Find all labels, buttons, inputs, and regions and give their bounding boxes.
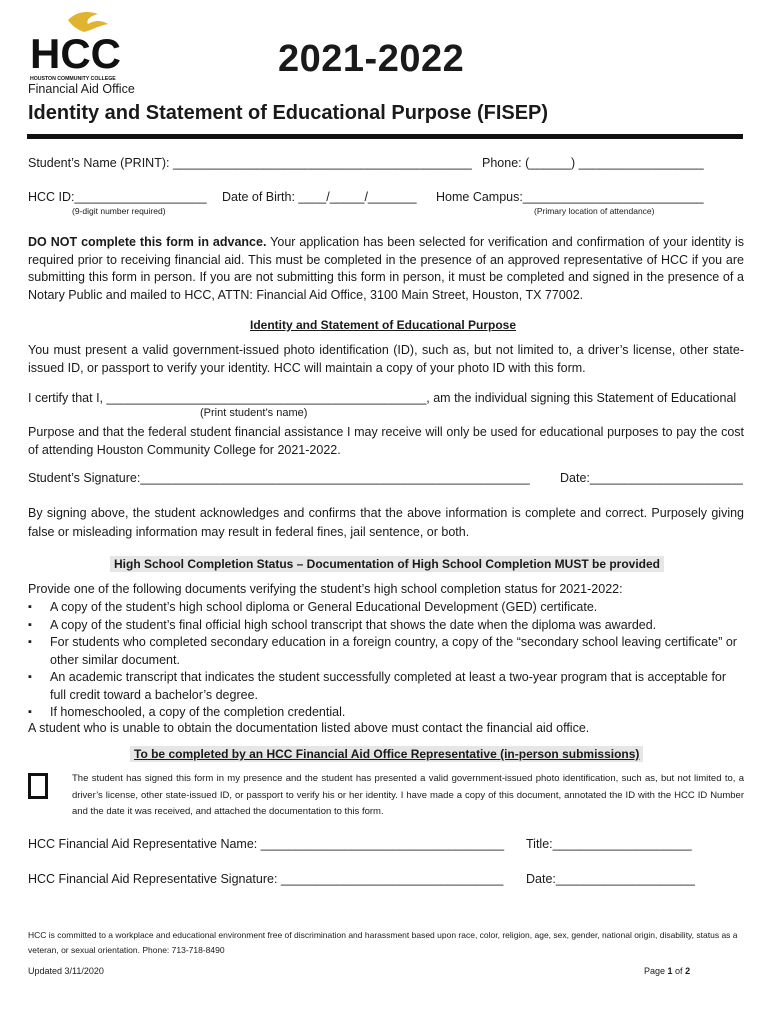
office-name: Financial Aid Office: [28, 82, 135, 96]
page-current: 1: [667, 966, 673, 976]
list-item: ▪ An academic transcript that indicates the student successfully completed at least a two-year program that is acceptable for full credit toward a bachelor’s degree.: [28, 669, 744, 704]
student-name-field[interactable]: Student’s Name (PRINT): ___________________________________________: [28, 156, 472, 170]
page-title: Identity and Statement of Educational Purpose (FISEP): [28, 102, 549, 124]
logo-subtext: HOUSTON COMMUNITY COLLEGE: [30, 76, 116, 82]
phone-field[interactable]: Phone: (______) __________________: [482, 156, 704, 170]
certify-line[interactable]: I certify that I, ______________________________________________, am the individual signing this Statement of Educational: [28, 391, 737, 405]
representative-heading: To be completed by an HCC Financial Aid Office Representative (in-person submissions): [130, 746, 643, 762]
identity-heading: Identity and Statement of Educational Purpose: [250, 318, 517, 332]
page-total: 2: [685, 966, 691, 976]
acknowledge-text: By signing above, the student acknowledges and confirms that the above information is complete and correct. Purposely giving false or misleading information may result in federal fines, jail sentence, or both.: [28, 506, 744, 539]
print-name-hint: (Print student’s name): [200, 407, 308, 419]
rep-signature-field[interactable]: HCC Financial Aid Representative Signature: ________________________________: [28, 872, 504, 886]
hcc-id-hint: (9-digit number required): [72, 206, 166, 216]
notice-bold: DO NOT complete this form in advance.: [28, 235, 267, 249]
eagle-logo-icon: [28, 10, 138, 86]
notice-paragraph: [28, 234, 744, 304]
list-item: ▪ For students who completed secondary education in a foreign country, a copy of the “secondary school leaving certificate” or other similar document.: [28, 634, 744, 669]
page-number: [644, 966, 690, 976]
hcc-logo: [28, 10, 138, 86]
rep-title-field[interactable]: Title:____________________: [526, 837, 692, 851]
student-signature-field[interactable]: Student’s Signature:________________________________________________________: [28, 471, 530, 485]
list-item: ▪ If homeschooled, a copy of the completion credential.: [28, 704, 744, 722]
student-date-field[interactable]: Date:______________________: [560, 471, 743, 485]
certify-continuation: Purpose and that the federal student financial assistance I may receive will only be used for educational purposes to pay the cost of attending Houston Community College for 2021-2022.: [28, 425, 744, 457]
highschool-heading: High School Completion Status – Documentation of High School Completion MUST be provided: [110, 556, 664, 572]
highschool-list: [28, 599, 744, 722]
dob-field[interactable]: Date of Birth: ____/_____/_______: [222, 190, 417, 204]
home-campus-hint: (Primary location of attendance): [534, 206, 655, 216]
representative-checkbox[interactable]: [28, 773, 48, 799]
rep-date-field[interactable]: Date:____________________: [526, 872, 695, 886]
list-item: ▪ A copy of the student’s high school diploma or General Educational Development (GED) certificate.: [28, 599, 744, 617]
form-year: 2021-2022: [278, 38, 465, 80]
page-of: of: [672, 966, 686, 976]
title-divider: [27, 134, 743, 139]
hcc-id-field[interactable]: HCC ID:___________________: [28, 190, 207, 204]
updated-date: Updated 3/11/2020: [28, 966, 104, 976]
representative-statement: The student has signed this form in my presence and the student has presented a valid government-issued photo identification, such as, but not limited to, a driver’s license, other state-issued ID, or passport to verify his or her identity. I have made a copy of this document, annotated the ID with the HCC ID Number and the date it was received, and attached the documentation to this form.: [72, 773, 744, 817]
page-label: Page: [644, 966, 668, 976]
rep-name-field[interactable]: HCC Financial Aid Representative Name: ___________________________________: [28, 837, 505, 851]
highschool-intro: Provide one of the following documents verifying the student’s high school completion status for 2021-2022:: [28, 582, 623, 596]
home-campus-field[interactable]: Home Campus:__________________________: [436, 190, 704, 204]
highschool-outro: A student who is unable to obtain the documentation listed above must contact the financial aid office.: [28, 721, 590, 735]
nondiscrimination-statement: HCC is committed to a workplace and educational environment free of discrimination and harassment based upon race, color, religion, age, sex, gender, national origin, disability, status as a veteran, or sexual orientation. Phone: 713-718-8490: [28, 930, 738, 955]
notice-text: Your application has been selected for verification and confirmation of your identity is required prior to receiving financial aid. This must be completed in the presence of an approved representative of HCC if you are submitting this form in person. If you are not submitting this form in person, it must be completed and signed in the presence of a Notary Public and mailed to HCC, ATTN: Financial Aid Office, 3100 Main Street, Houston, TX 77002.: [28, 235, 744, 302]
logo-text: HCC: [30, 30, 121, 77]
list-item: ▪ A copy of the student’s final official high school transcript that shows the date when the diploma was awarded.: [28, 617, 744, 635]
identity-text: You must present a valid government-issued photo identification (ID), such as, but not limited to, a driver’s license, other state-issued ID, or passport to verify your identity. HCC will maintain a copy of your photo ID with this form.: [28, 343, 744, 375]
